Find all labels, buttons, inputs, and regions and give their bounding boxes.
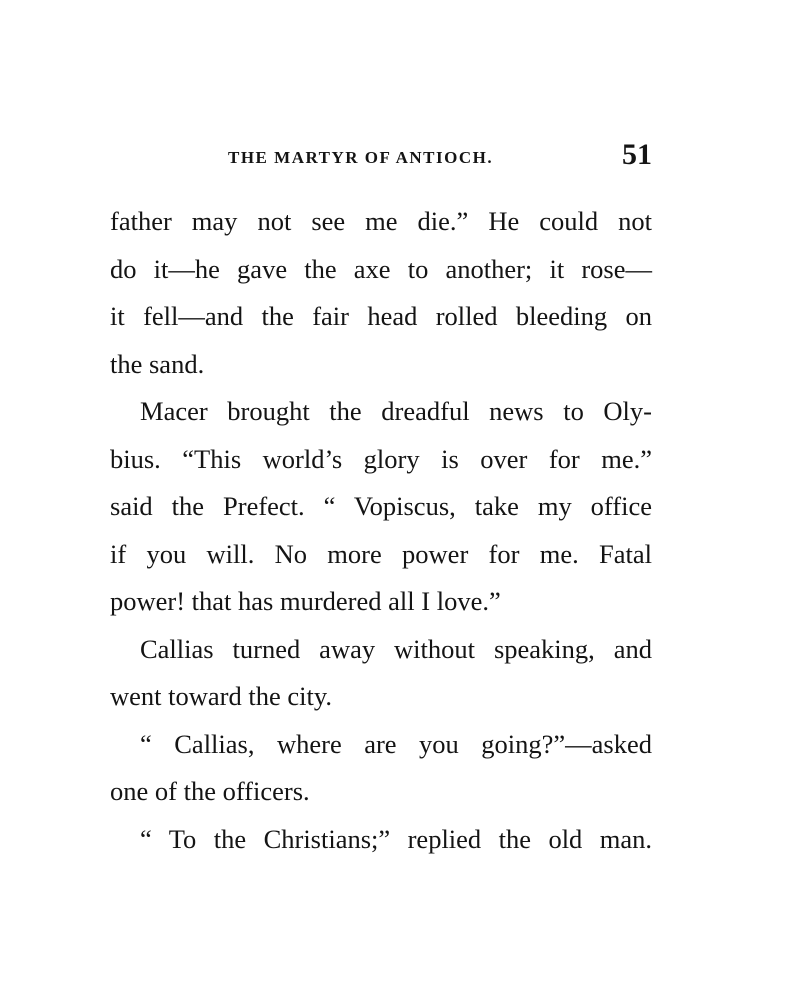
text-line: “ Callias, where are you going?”—asked — [140, 728, 652, 759]
text-line: father may not see me die.” He could not — [110, 206, 652, 236]
text-line: power! that has murdered all I love.” — [110, 586, 501, 616]
text-line: said the Prefect. “ Vopiscus, take my office — [110, 491, 652, 521]
text-line: one of the officers. — [110, 776, 310, 806]
page-header — [110, 140, 652, 190]
text-line: “ To the Christians;” replied the old man. — [140, 823, 652, 854]
text-line: it fell—and the fair head rolled bleeding on — [110, 301, 652, 331]
book-page — [110, 140, 652, 863]
running-head: THE MARTYR OF ANTIOCH. — [228, 148, 494, 167]
text-line: the sand. — [110, 348, 205, 379]
text-line: went toward the city. — [110, 681, 332, 711]
text-line: Macer brought the dreadful news to Oly- — [140, 396, 652, 426]
text-line: bius. “This world’s glory is over for me.” — [110, 443, 652, 474]
page-number: 51 — [622, 138, 652, 171]
text-line: Callias turned away without speaking, and — [140, 633, 652, 664]
text-line: do it—he gave the axe to another; it rose— — [110, 253, 652, 284]
body-text — [110, 198, 652, 863]
text-line: if you will. No more power for me. Fatal — [110, 538, 652, 569]
